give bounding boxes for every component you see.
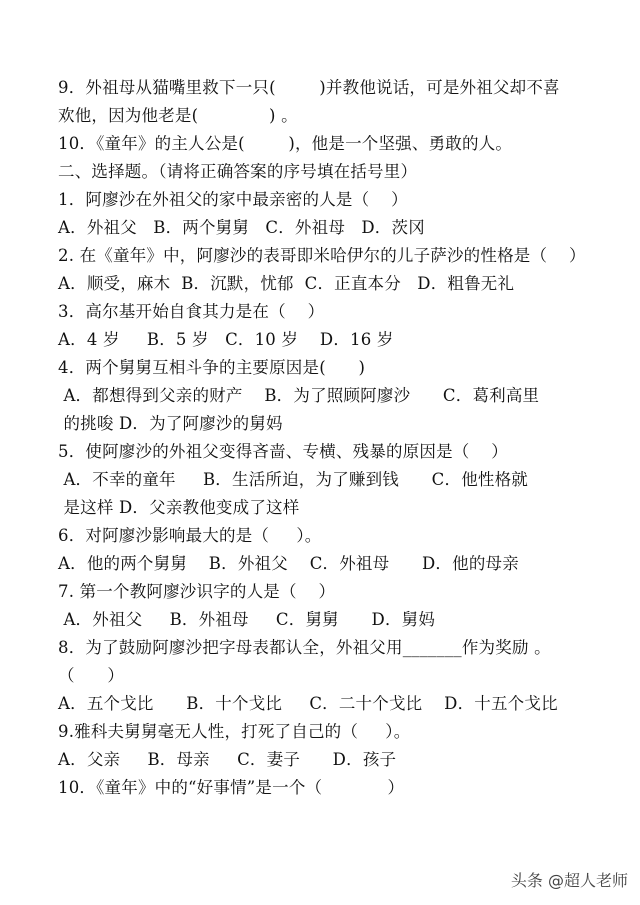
question-choice-10: 10．《童年》中的“好事情”是一个（ ）: [58, 778, 405, 797]
question-choice-7: 7. 第一个教阿廖沙识字的人是（ ）: [58, 582, 336, 601]
question-choice-4-options-2: 的挑唆 D．为了阿廖沙的舅妈: [58, 414, 283, 433]
question-fill-9-line-1: 9．外祖母从猫嘴里救下一只( )并教他说话，可是外祖父却不喜: [58, 78, 560, 97]
question-choice-5-options-1: A．不幸的童年 B．生活所迫，为了赚到钱 C．他性格就: [58, 470, 529, 489]
question-choice-2: 2. 在《童年》中，阿廖沙的表哥即米哈伊尔的儿子萨沙的性格是（ ）: [58, 246, 586, 265]
question-choice-3-options: A．4 岁 B．5 岁 C．10 岁 D．16 岁: [58, 330, 394, 349]
question-choice-1-options: A．外祖父 B．两个舅舅 C．外祖母 D．茨冈: [58, 218, 425, 237]
question-choice-8-options: A．五个戈比 B．十个戈比 C．二十个戈比 D．十五个戈比: [58, 694, 558, 713]
question-choice-4-options-1: A．都想得到父亲的财产 B．为了照顾阿廖沙 C．葛利高里: [58, 386, 540, 405]
question-choice-1: 1．阿廖沙在外祖父的家中最亲密的人是（ ）: [58, 190, 408, 209]
section-heading-choice: 二、选择题。（请将正确答案的序号填在括号里）: [58, 162, 418, 181]
question-choice-7-options: A．外祖父 B．外祖母 C．舅舅 D．舅妈: [58, 610, 436, 629]
question-fill-10: 10．《童年》的主人公是( )，他是一个坚强、勇敢的人。: [58, 134, 513, 153]
question-choice-4: 4．两个舅舅互相斗争的主要原因是( ): [58, 358, 366, 377]
question-choice-9: 9.雅科夫舅舅毫无人性，打死了自己的（ ）。: [58, 722, 411, 741]
question-choice-8-bracket: （ ）: [58, 666, 125, 685]
question-choice-5: 5．使阿廖沙的外祖父变得吝啬、专横、残暴的原因是（ ）: [58, 442, 508, 461]
question-choice-6-options: A．他的两个舅舅 B．外祖父 C．外祖母 D．他的母亲: [58, 554, 519, 573]
source-watermark: 头条 @超人老师: [510, 871, 628, 890]
question-choice-2-options: A．顺受，麻木 B．沉默，忧郁 C．正直本分 D．粗鲁无礼: [58, 274, 515, 293]
question-fill-9-line-2: 欢他，因为他老是( ) 。: [58, 106, 298, 125]
question-choice-3: 3．高尔基开始自食其力是在（ ）: [58, 302, 325, 321]
question-choice-8: 8．为了鼓励阿廖沙把字母表都认全，外祖父用_______作为奖励 。: [58, 638, 551, 657]
question-choice-5-options-2: 是这样 D．父亲教他变成了这样: [58, 498, 300, 517]
question-choice-6: 6．对阿廖沙影响最大的是（ ）。: [58, 526, 322, 545]
question-choice-9-options: A．父亲 B．母亲 C．妻子 D．孩子: [58, 750, 397, 769]
